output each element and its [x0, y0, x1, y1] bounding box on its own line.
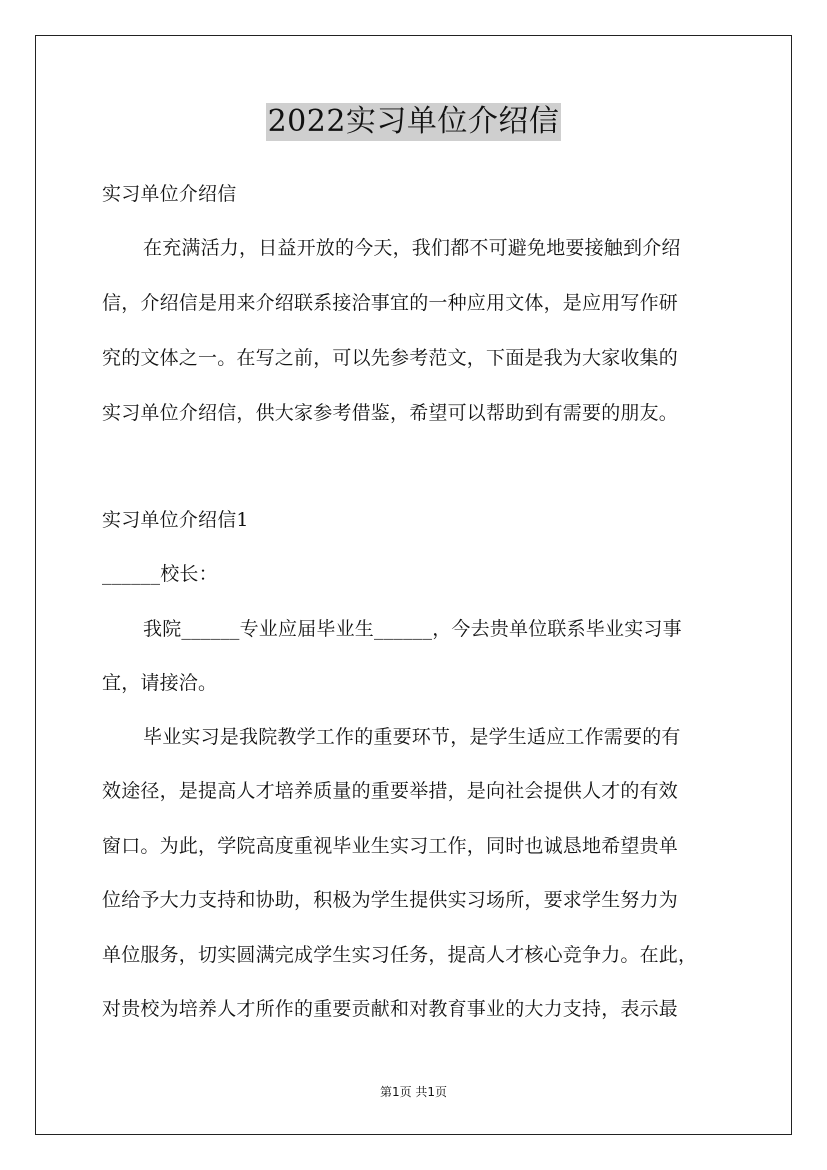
document-title: 2022实习单位介绍信	[267, 104, 560, 139]
body-paragraph-1-line-2: 宜，请接洽。	[102, 672, 218, 694]
body-paragraph-1-line-1: 我院______专业应届毕业生______，今去贵单位联系毕业实习事	[143, 618, 682, 640]
intro-paragraph-line-4: 实习单位介绍信，供大家参考借鉴，希望可以帮助到有需要的朋友。	[102, 402, 679, 424]
intro-heading: 实习单位介绍信	[102, 183, 237, 205]
intro-paragraph-line-1: 在充满活力，日益开放的今天，我们都不可避免地要接触到介绍	[143, 237, 681, 259]
intro-paragraph-line-2: 信，介绍信是用来介绍联系接洽事宜的一种应用文体，是应用写作研	[102, 292, 679, 314]
page-footer: 第1页 共1页	[379, 1085, 448, 1099]
body-paragraph-2-line-2: 效途径，是提高人才培养质量的重要举措，是向社会提供人才的有效	[102, 780, 679, 802]
body-paragraph-2-line-5: 单位服务，切实圆满完成学生实习任务，提高人才核心竞争力。在此，	[102, 944, 698, 966]
body-paragraph-2-line-4: 位给予大力支持和协助，积极为学生提供实习场所，要求学生努力为	[102, 889, 679, 911]
body-paragraph-2-line-1: 毕业实习是我院教学工作的重要环节，是学生适应工作需要的有	[143, 726, 681, 748]
title-container	[0, 103, 827, 141]
body-paragraph-2-line-6: 对贵校为培养人才所作的重要贡献和对教育事业的大力支持，表示最	[102, 998, 679, 1020]
section-heading: 实习单位介绍信1	[102, 509, 249, 531]
salutation: ______校长：	[102, 563, 218, 585]
body-paragraph-2-line-3: 窗口。为此，学院高度重视毕业生实习工作，同时也诚恳地希望贵单	[102, 835, 679, 857]
intro-paragraph-line-3: 究的文体之一。在写之前，可以先参考范文，下面是我为大家收集的	[102, 347, 679, 369]
